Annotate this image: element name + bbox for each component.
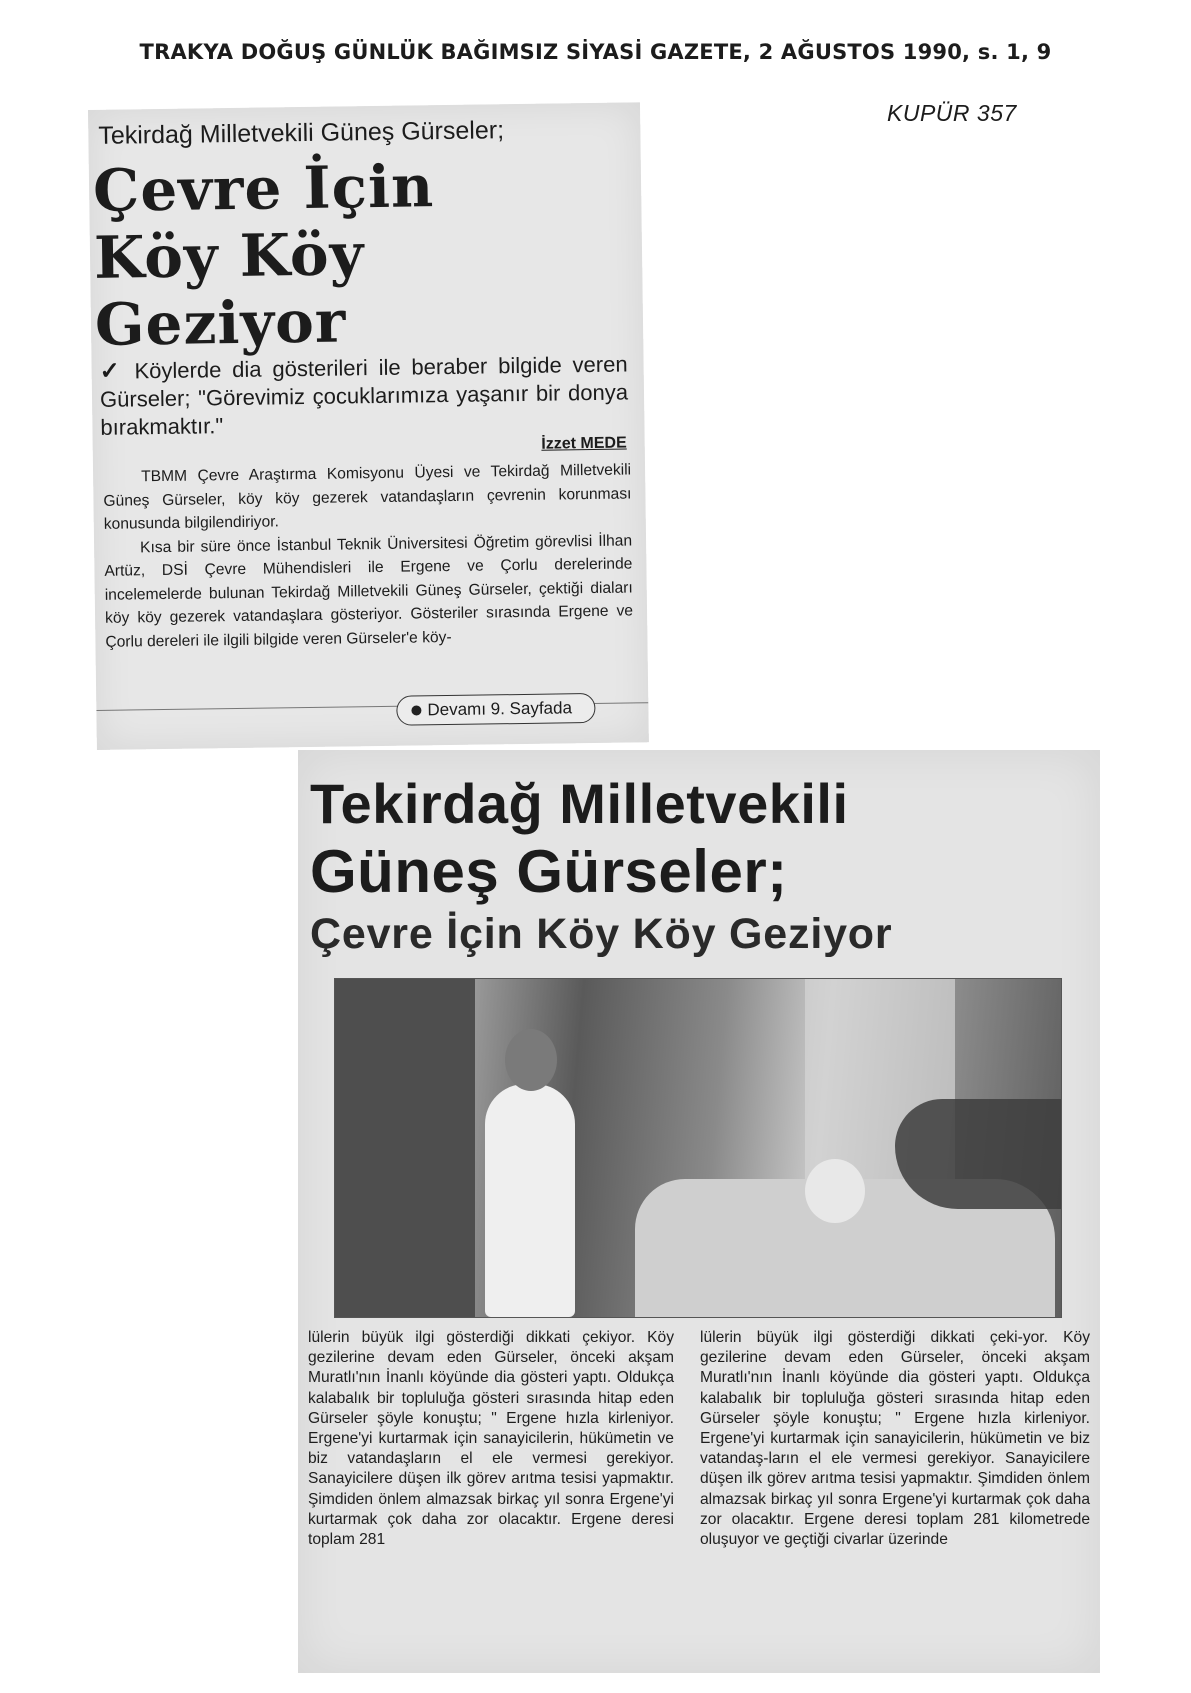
page9-clipping — [298, 750, 1100, 1673]
page9-title-line-1: Tekirdağ Milletvekili — [310, 772, 849, 835]
body-paragraph-2: Kısa bir süre önce İstanbul Teknik Üniversitesi Öğretim görevlisi İlhan Artüz, DSİ Çevre Mühendisleri ile Ergene ve Çorlu derelerinde incelemelerde bulunan Tekirdağ Milletvekili Güneş Gürseler, çektiği diaları köy köy gezerek vatandaşlara gösteriyor. Gösteriler sırasında Ergene ve Çorlu dereleri ile ilgili bilgide veren Gürseler'e köy- — [104, 531, 634, 651]
page9-column-right — [700, 1328, 1090, 1550]
photo-dark-wall — [335, 979, 475, 1317]
photo-audience-heads — [805, 1159, 865, 1223]
article-byline: İzzet MEDE — [541, 434, 627, 453]
checkmark-icon: ✓ — [99, 357, 125, 385]
headline-line-3: Geziyor — [94, 287, 347, 359]
front-page-clipping — [88, 102, 649, 750]
archive-citation: TRAKYA DOĞUŞ GÜNLÜK BAĞIMSIZ SİYASİ GAZETE, 2 AĞUSTOS 1990, s. 1, 9 — [139, 40, 1052, 64]
article-lead — [99, 350, 628, 441]
news-photo — [334, 978, 1062, 1318]
clipping-number: KUPÜR 357 — [887, 100, 1017, 126]
page9-title-line-2: Güneş Gürseler; — [310, 838, 788, 905]
page9-title — [310, 770, 1090, 906]
article-kicker: Tekirdağ Milletvekili Güneş Gürseler; — [98, 116, 505, 150]
continued-text: Devamı 9. Sayfada — [427, 698, 573, 720]
page9-subtitle: Çevre İçin Köy Köy Geziyor — [310, 910, 893, 958]
photo-dark-foreground — [895, 1099, 1061, 1209]
headline-line-1: Çevre İçin — [92, 152, 435, 225]
page9-column-left — [308, 1328, 674, 1550]
article-body — [103, 458, 634, 653]
bullet-icon — [411, 705, 421, 715]
photo-person-head — [505, 1029, 557, 1091]
headline-line-2: Köy Köy — [93, 220, 365, 292]
continued-on-page-label — [396, 693, 595, 726]
article-headline — [93, 150, 636, 359]
body-paragraph-1: TBMM Çevre Araştırma Komisyonu Üyesi ve Tekirdağ Milletvekili Güneş Gürseler, köy köy gezerek vatandaşların çevrenin korunması konusunda bilgilendiriyor. — [103, 461, 632, 533]
page9-column-right-text: lülerin büyük ilgi gösterdiği dikkati çeki-yor. Köy gezilerine devam eden Gürseler, önceki akşam Muratlı'nın İnanlı köyünde dia gösteri yaptı. Oldukça kalabalık bir topluluğa gösteri sırasında hitap eden Gürseler şöyle konuştu; " Ergene hızla kirleniyor. Ergene'yi kurtarmak için sanayicilerin, hükümetin ve biz vatandaş-ların el ele vermesi gerekiyor. Sanayicilere düşen ilk görev arıtma tesisi yapmaktır. Şimdiden önlem almazsak birkaç yıl sonra Ergene'yi kurtarmak çok daha zor olacaktır. Ergene deresi toplam 281 kilometrede oluşuyor ve geçtiği civarlar üzerinde — [700, 1329, 1090, 1549]
page9-column-left-text: lülerin büyük ilgi gösterdiği dikkati çekiyor. Köy gezilerine devam eden Gürseler, önceki akşam Muratlı'nın İnanlı köyünde dia gösteri yaptı. Oldukça kalabalık bir topluluğa gösteri sırasında hitap eden Gürseler şöyle konuştu; " Ergene hızla kirleniyor. Ergene'yi kurtarmak için sanayicilerin, hükümetin ve biz vatandaşların el ele vermesi gerekiyor. Sanayicilere düşen ilk görev arıtma tesisi yapmaktır. Şimdiden önlem almazsak birkaç yıl sonra Ergene'yi kurtarmak çok daha zor olacaktır. Ergene deresi toplam 281 — [308, 1329, 674, 1549]
photo-standing-person — [485, 1084, 575, 1317]
article-lead-text: Köylerde dia gösterileri ile beraber bilgide veren Gürseler; "Görevimiz çocuklarımıza yaşanır bir donya bırakmaktır." — [99, 351, 629, 440]
